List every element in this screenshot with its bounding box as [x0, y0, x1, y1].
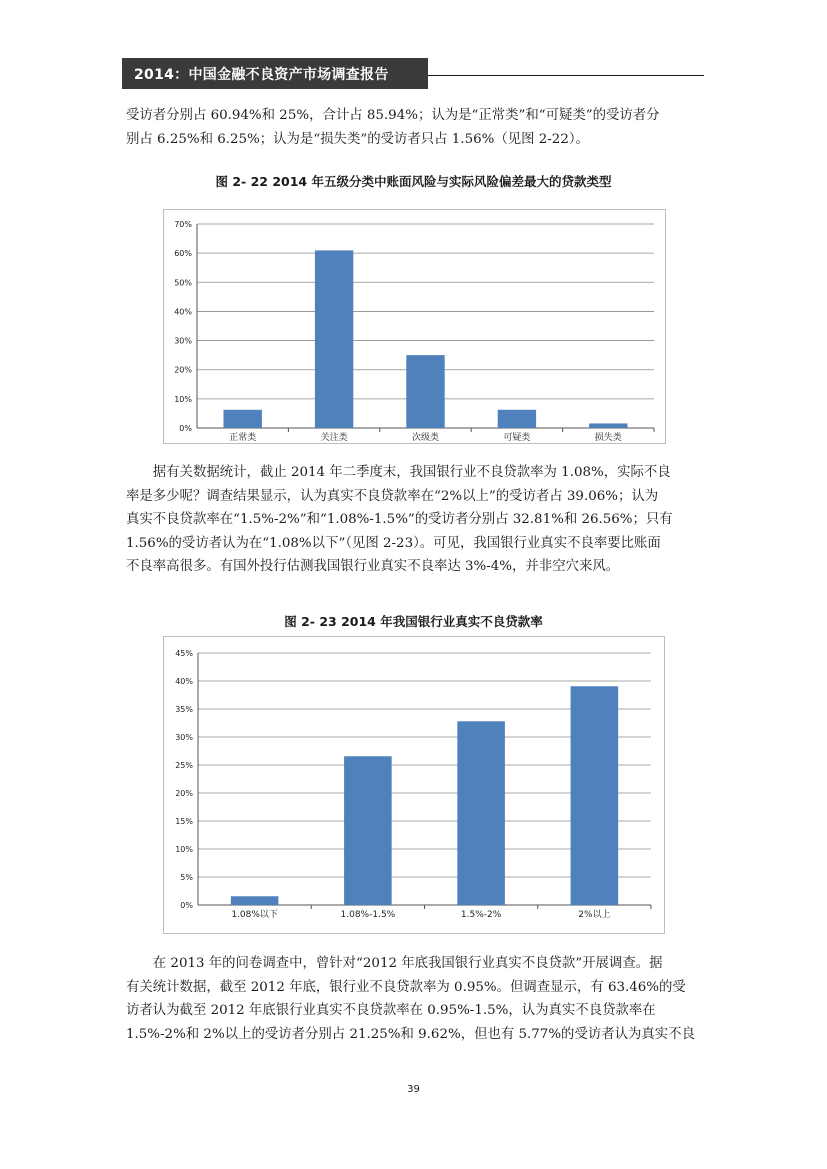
chart-1-bar — [498, 410, 536, 428]
figure-1-title: 图 2- 22 2014 年五级分类中账面风险与实际风险偏差最大的贷款类型 — [215, 174, 612, 189]
header-title: 2014：中国金融不良资产市场调查报告 — [134, 67, 389, 83]
y-tick-label: 0% — [179, 424, 192, 433]
paragraph-line: 真实不良贷款率在“1.5%-2%”和“1.08%-1.5%”的受访者分别占 32.81%和 26.56%；只有 — [126, 512, 673, 527]
y-tick-label: 20% — [174, 365, 192, 375]
paragraph-1 — [126, 104, 704, 151]
x-tick-label: 正常类 — [229, 433, 257, 443]
page-number: 39 — [407, 1084, 420, 1095]
y-tick-label: 20% — [175, 789, 193, 798]
paragraph-line: 在 2013 年的问卷调查中，曾针对“2012 年底我国银行业真实不良贷款”开展调查。据 — [126, 956, 663, 971]
x-tick-label: 2%以上 — [578, 910, 611, 920]
chart-1-bar — [406, 355, 444, 428]
paragraph-line: 据有关数据统计，截止 2014 年二季度末，我国银行业不良贷款率为 1.08%，实际不良 — [126, 465, 671, 480]
chart-2-bar — [231, 896, 279, 905]
chart-2-frame — [163, 636, 665, 934]
figure-2-title: 图 2- 23 2014 年我国银行业真实不良贷款率 — [284, 614, 543, 629]
y-tick-label: 30% — [174, 336, 192, 346]
y-tick-label: 40% — [175, 677, 193, 686]
x-tick-label: 1.08%以下 — [231, 910, 278, 920]
paragraph-line: 访者认为截至 2012 年底银行业真实不良贷款率在 0.95%-1.5%，认为真实不良贷款率在 — [126, 1003, 656, 1018]
y-tick-label: 10% — [174, 394, 192, 404]
y-tick-label: 15% — [175, 817, 193, 826]
paragraph-line: 别占 6.25%和 6.25%；认为是“损失类”的受访者只占 1.56%（见图 2-22）。 — [126, 131, 589, 147]
chart-2-bar — [571, 686, 619, 905]
x-tick-label: 次级类 — [411, 433, 440, 443]
y-tick-label: 45% — [175, 649, 193, 658]
chart-2-bar — [344, 756, 392, 905]
y-tick-label: 10% — [175, 845, 193, 854]
paragraph-line: 受访者分别占 60.94%和 25%，合计占 85.94%；认为是“正常类”和“可疑类”的受访者分 — [126, 108, 660, 123]
y-tick-label: 60% — [174, 249, 192, 259]
chart-1-frame — [163, 209, 666, 444]
x-tick-label: 可疑类 — [503, 433, 531, 443]
x-tick-label: 关注类 — [320, 433, 348, 443]
chart-1-bar — [315, 250, 353, 428]
paragraph-line: 不良率高很多。有国外投行估测我国银行业真实不良率达 3%-4%，并非空穴来风。 — [126, 559, 620, 574]
chart-2 — [164, 637, 664, 933]
chart-1 — [164, 210, 665, 443]
chart-2-bar — [457, 721, 505, 905]
y-tick-label: 40% — [174, 307, 192, 317]
y-tick-label: 35% — [175, 705, 193, 714]
y-tick-label: 30% — [175, 733, 193, 742]
y-tick-label: 50% — [174, 278, 192, 288]
y-tick-label: 25% — [175, 761, 193, 770]
chart-1-bar — [589, 423, 627, 428]
x-tick-label: 1.08%-1.5% — [340, 910, 396, 920]
paragraph-3 — [126, 952, 704, 1046]
paragraph-line: 率是多少呢？调查结果显示，认为真实不良贷款率在“2%以上”的受访者占 39.06%；认为 — [126, 488, 659, 504]
paragraph-line: 1.5%-2%和 2%以上的受访者分别占 21.25%和 9.62%，但也有 5.77%的受访者认为真实不良 — [126, 1026, 695, 1042]
x-tick-label: 1.5%-2% — [460, 910, 502, 920]
paragraph-line: 有关统计数据，截至 2012 年底，银行业不良贷款率为 0.95%。但调查显示，有 63.46%的受 — [126, 979, 686, 995]
paragraph-line: 1.56%的受访者认为在“1.08%以下”（见图 2-23）。可见，我国银行业真实不良率要比账面 — [126, 535, 661, 551]
y-tick-label: 70% — [174, 220, 192, 229]
header-rule — [428, 75, 704, 76]
chart-1-bar — [224, 410, 262, 428]
y-tick-label: 5% — [180, 873, 193, 882]
y-tick-label: 0% — [180, 901, 193, 910]
paragraph-2 — [126, 461, 704, 579]
x-tick-label: 损失类 — [594, 433, 622, 443]
